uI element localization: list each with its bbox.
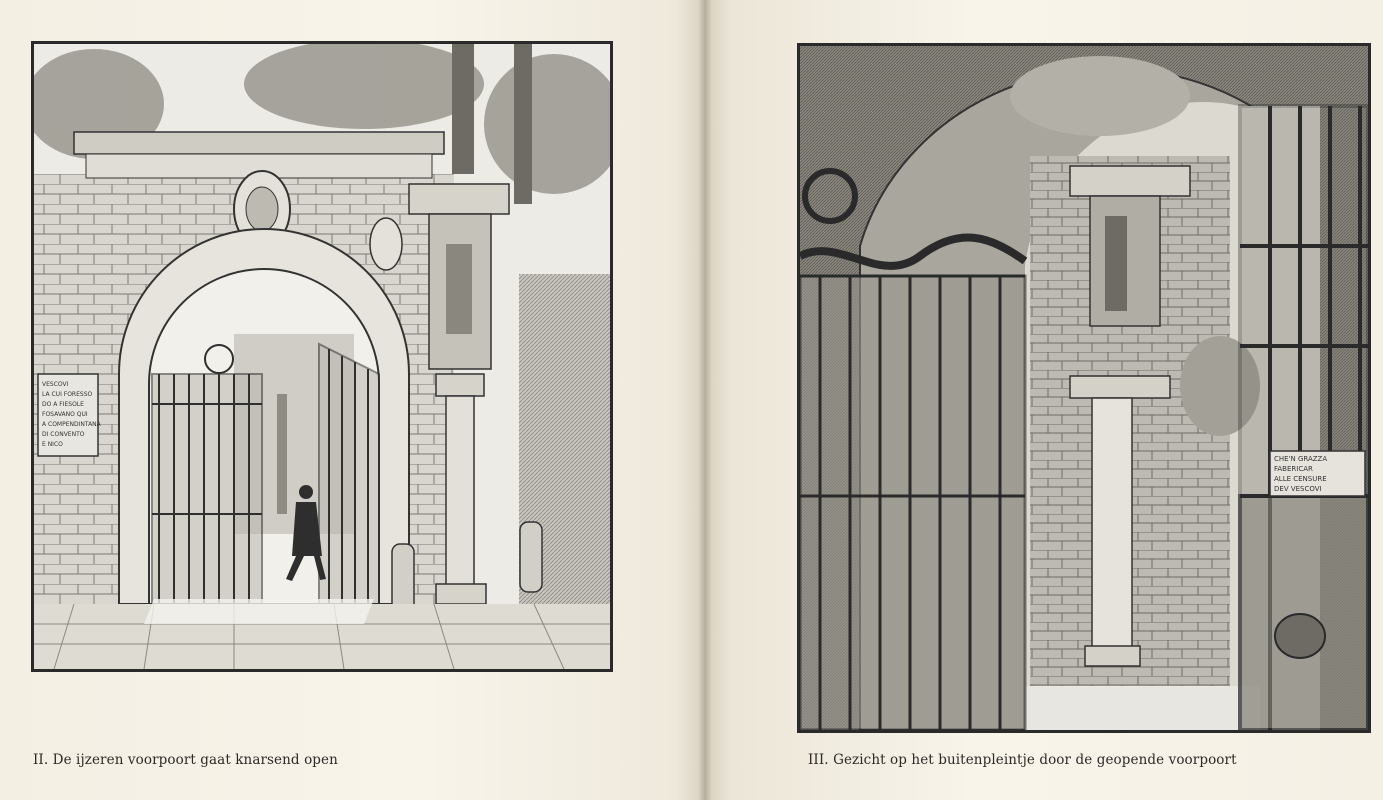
iron-gate-left [152, 345, 262, 604]
plate-iii-caption: III. Gezicht op het buitenpleintje door de geopende voorpoort [808, 752, 1237, 768]
book-gutter [698, 0, 712, 800]
iron-gate-right [319, 344, 379, 604]
gate-drawing [34, 44, 610, 669]
plate-iii-illustration [797, 43, 1371, 733]
plate-ii-caption: II. De ijzeren voorpoort gaat knarsend open [33, 752, 338, 768]
plaque-text-iii: CHE'N GRAZZA FABERICAR ALLE CENSURE DEV VESCOVI [1274, 455, 1328, 493]
plaque-text: VESCOVI LA CUI FORESSO DO A FIESOLE FOSAVANO QUI A COMPENDINTANA DI CONVENTO E NICO [42, 381, 101, 448]
courtyard-drawing [800, 46, 1368, 730]
plate-ii-illustration [31, 41, 613, 672]
